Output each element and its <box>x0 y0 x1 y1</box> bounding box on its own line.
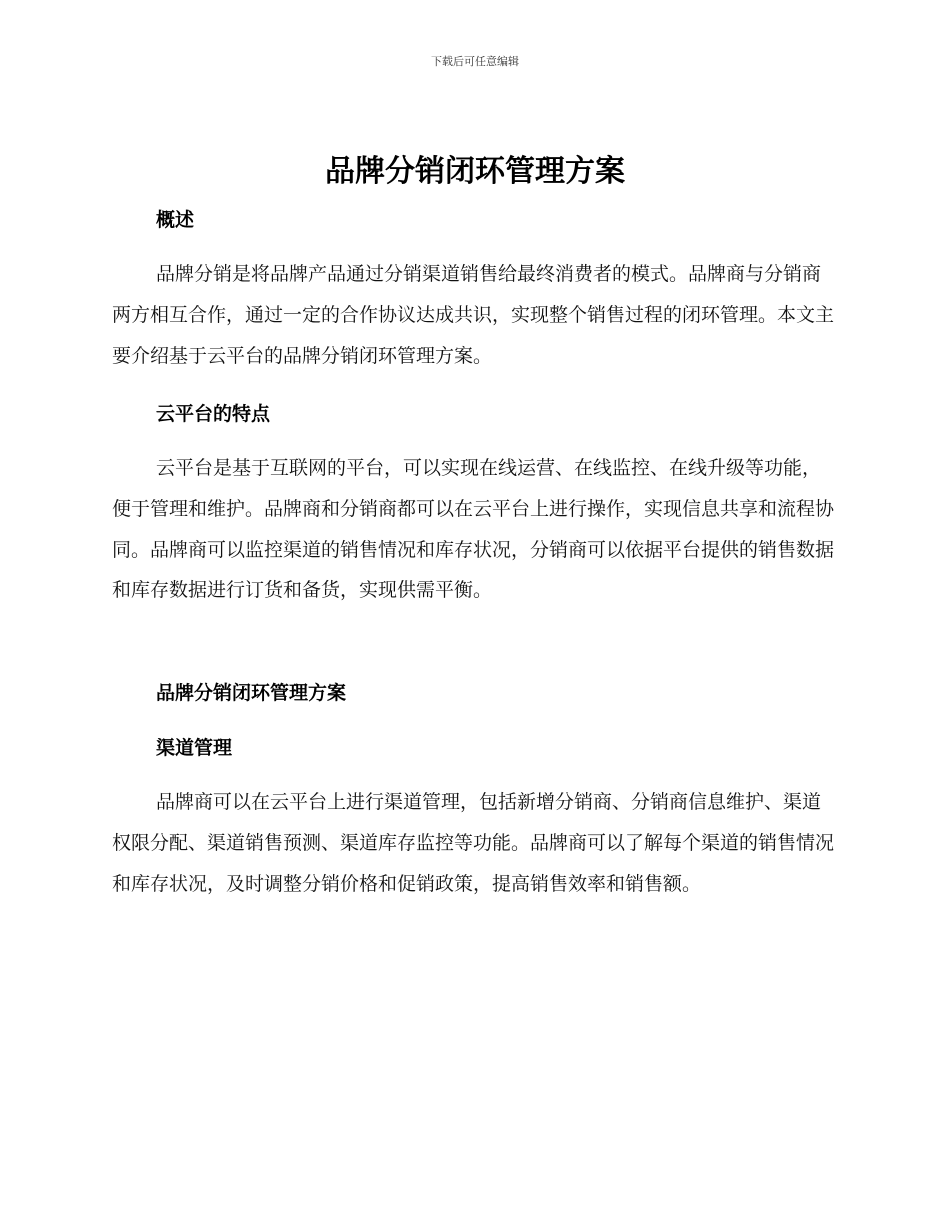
section-heading-scheme: 品牌分销闭环管理方案 <box>156 682 347 704</box>
document-title: 品牌分销闭环管理方案 <box>325 154 625 189</box>
paragraph-cloud-platform: 云平台是基于互联网的平台，可以实现在线运营、在线监控、在线升级等功能，便于管理和维护。品牌商和分销商都可以在云平台上进行操作，实现信息共享和流程协同。品牌商可以监控渠道的销售情况和库存状况，分销商可以依据平台提供的销售数据和库存数据进行订货和备货，实现供需平衡。 <box>112 457 835 602</box>
paragraph-overview: 品牌分销是将品牌产品通过分销渠道销售给最终消费者的模式。品牌商与分销商两方相互合作，通过一定的合作协议达成共识，实现整个销售过程的闭环管理。本文主要介绍基于云平台的品牌分销闭环管理方案。 <box>112 263 835 367</box>
section-heading-cloud-platform: 云平台的特点 <box>156 403 271 425</box>
page-header-note: 下载后可任意编辑 <box>431 55 519 68</box>
paragraph-channel-management: 品牌商可以在云平台上进行渠道管理，包括新增分销商、分销商信息维护、渠道权限分配、渠道销售预测、渠道库存监控等功能。品牌商可以了解每个渠道的销售情况和库存状况，及时调整分销价格和促销政策，提高销售效率和销售额。 <box>112 791 835 895</box>
section-heading-channel-management: 渠道管理 <box>156 737 233 759</box>
section-heading-overview: 概述 <box>156 209 195 231</box>
